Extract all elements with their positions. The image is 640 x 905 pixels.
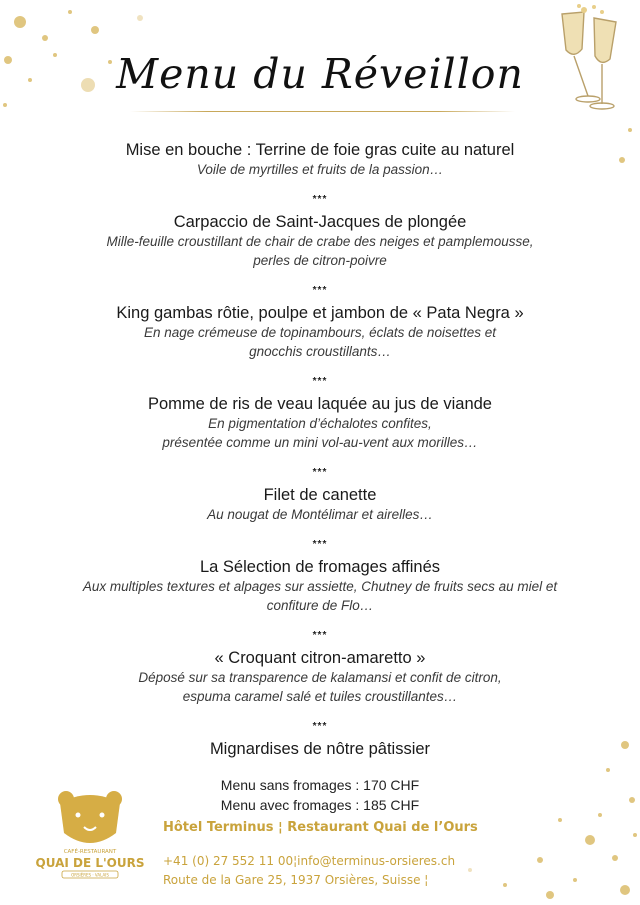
course-description: En nage crémeuse de topinambours, éclats de noisettes et: [144, 325, 496, 340]
menu-course: [0, 394, 640, 452]
menu-course: [0, 648, 640, 706]
title-underline: [130, 111, 515, 112]
course-separator: ***: [312, 630, 328, 641]
course-description: espuma caramel salé et tuiles croustillantes…: [182, 689, 458, 704]
menu-price-line: Menu avec fromages : 185 CHF: [220, 797, 420, 813]
course-description: En pigmentation d’échalotes confites,: [208, 416, 432, 431]
course-separator: ***: [312, 194, 328, 205]
menu-course: [0, 212, 640, 270]
course-dish-name: « Croquant citron-amaretto »: [214, 649, 426, 667]
course-description: confiture de Flo…: [266, 598, 374, 613]
menu-price-line: Menu sans fromages : 170 CHF: [220, 777, 420, 793]
menu-course: [0, 739, 640, 759]
course-description: perles de citron-poivre: [253, 253, 387, 268]
menu-course: [0, 485, 640, 524]
course-dish-name: Filet de canette: [263, 486, 377, 504]
footer-contact[interactable]: +41 (0) 27 552 11 00¦info@terminus-orsieres.ch: [163, 854, 456, 868]
menu-title: Menu du Réveillon: [116, 50, 524, 98]
logo-top-text: CAFÉ-RESTAURANT: [63, 849, 117, 855]
course-description: gnocchis croustillants…: [249, 344, 391, 359]
course-dish-name: King gambas rôtie, poulpe et jambon de « Pata Negra »: [116, 304, 524, 322]
logo-name-text: QUAI DE L'OURS: [35, 856, 145, 870]
course-description: Aux multiples textures et alpages sur assiette, Chutney de fruits secs au miel et: [82, 579, 558, 594]
menu-course: [0, 557, 640, 615]
footer-address: Route de la Gare 25, 1937 Orsières, Suisse ¦: [163, 873, 429, 887]
course-separator: ***: [312, 539, 328, 550]
logo-bottom-text: ORSIÈRES · VALAIS: [71, 872, 109, 878]
course-description: présentée comme un mini vol-au-vent aux morilles…: [162, 435, 478, 450]
course-description: Au nougat de Montélimar et airelles…: [207, 507, 433, 522]
course-separator: ***: [312, 721, 328, 732]
menu-course: [0, 140, 640, 179]
course-dish-name: Carpaccio de Saint-Jacques de plongée: [173, 213, 467, 231]
course-description: Voile de myrtilles et fruits de la passion…: [196, 162, 444, 177]
course-description: Mille-feuille croustillant de chair de crabe des neiges et pamplemousse,: [106, 234, 534, 249]
course-separator: ***: [312, 467, 328, 478]
bear-logo-icon: [35, 789, 145, 889]
menu-course: [0, 303, 640, 361]
course-separator: ***: [312, 376, 328, 387]
course-dish-name: Mise en bouche : Terrine de foie gras cuite au naturel: [125, 141, 515, 159]
course-dish-name: La Sélection de fromages affinés: [199, 558, 440, 576]
footer-contact-block: [163, 820, 478, 890]
course-dish-name: Pomme de ris de veau laquée au jus de viande: [148, 395, 492, 413]
course-dish-name: Mignardises de nôtre pâtissier: [209, 740, 431, 758]
course-description: Déposé sur sa transparence de kalamansi et confit de citron,: [138, 670, 502, 685]
menu-courses: [0, 140, 640, 815]
footer-title: Hôtel Terminus ¦ Restaurant Quai de l’Ours: [163, 820, 478, 835]
course-separator: ***: [312, 285, 328, 296]
